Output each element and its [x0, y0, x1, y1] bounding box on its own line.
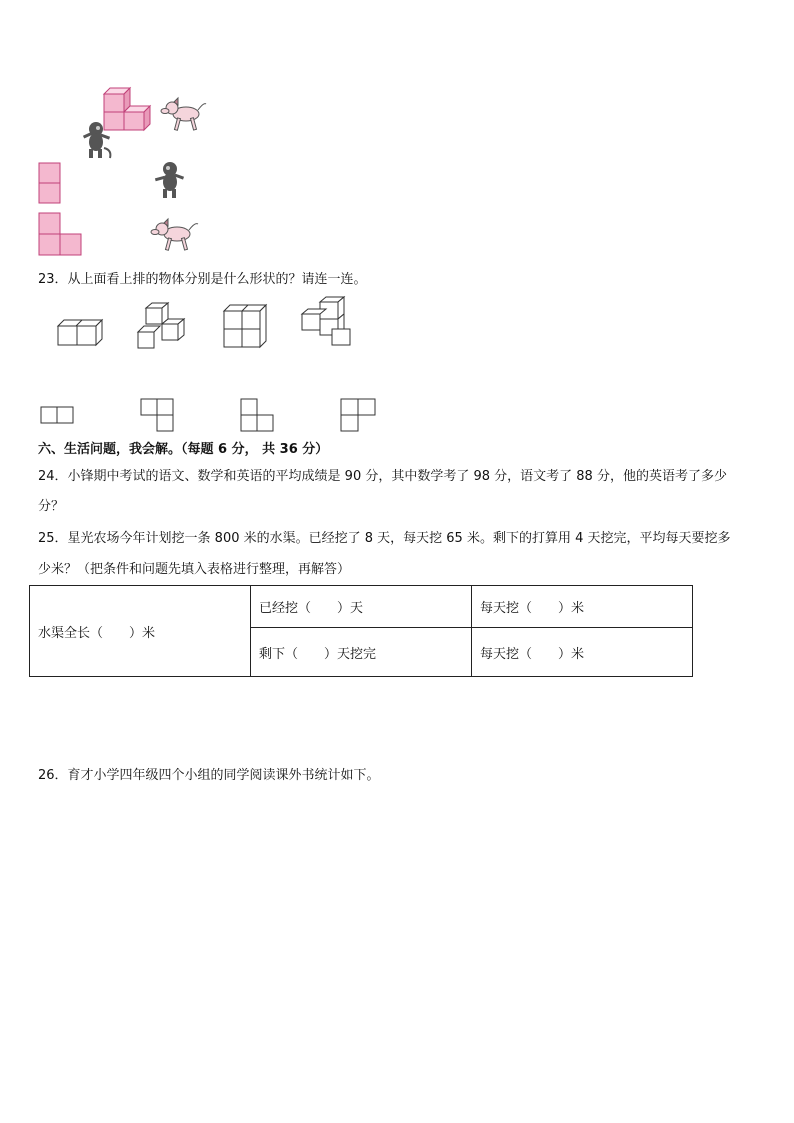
- view-option-vertical-two: [38, 162, 62, 204]
- view-option-l-shape: [38, 212, 84, 256]
- top-view-option-1: [40, 406, 76, 426]
- question-25-table: [29, 585, 693, 677]
- cell-days-dug[interactable]: 已经挖（ ）天: [251, 586, 472, 628]
- cube-shape-b: [136, 302, 188, 350]
- cell-remaining-days[interactable]: 剩下（ ）天挖完: [251, 628, 472, 677]
- monkey-icon-small: [152, 160, 188, 200]
- question-24-line-2: 分？: [38, 499, 65, 514]
- cell-meters-per-day-1[interactable]: 每天挖（ ）米: [472, 586, 693, 628]
- question-23-text: 23．从上面看上排的物体分别是什么形状的？请连一连。: [38, 272, 367, 287]
- question-26-text: 26．育才小学四年级四个小组的同学阅读课外书统计如下。: [38, 768, 380, 783]
- dog-icon: [160, 96, 208, 134]
- question-25-line-1: 25．星光农场今年计划挖一条 800 米的水渠。已经挖了 8 天，每天挖 65 米。剩下的打算用 4 天挖完，平均每天要挖多: [38, 531, 731, 546]
- cube-shape-c: [222, 304, 268, 348]
- top-view-option-3: [240, 398, 276, 434]
- question-24-line-1: 24．小锋期中考试的语文、数学和英语的平均成绩是 90 分，其中数学考了 98 分，语文考了 88 分，他的英语考了多少: [38, 469, 727, 484]
- cube-shape-d: [300, 296, 354, 348]
- section-6-title: 六、生活问题，我会解。（每题 6 分， 共 36 分）: [38, 442, 329, 457]
- cube-shape-a: [56, 312, 104, 348]
- top-view-option-4: [340, 398, 378, 434]
- dog-icon-small: [150, 218, 200, 254]
- cell-meters-per-day-2[interactable]: 每天挖（ ）米: [472, 628, 693, 677]
- question-25-line-2: 少米？（把条件和问题先填入表格进行整理，再解答）: [38, 562, 351, 577]
- top-view-option-2: [140, 398, 176, 434]
- monkey-icon: [78, 120, 114, 160]
- cell-canal-length[interactable]: 水渠全长（ ）米: [30, 586, 251, 677]
